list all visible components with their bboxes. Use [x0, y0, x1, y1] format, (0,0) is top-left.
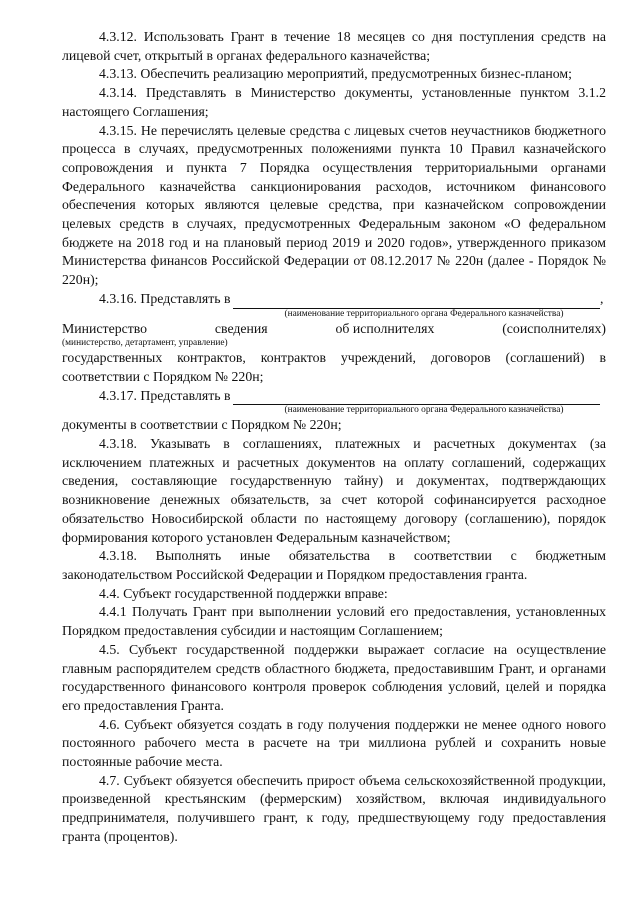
clause-4-4: 4.4. Субъект государственной поддержки вправе:: [99, 585, 388, 601]
clause-4-3-18-b: 4.3.18. Выполнять иные обязательства в соответствии с бюджетным законодательством Российской Федерации и Порядком предоставления гранта.: [62, 548, 606, 582]
clause-4-5: 4.5. Субъект государственной поддержки выражает согласие на осуществление главным распорядителем средств областного бюджета, предоставившим Грант, и органами государственного финансового контроля проверок соблюдения условий, целей и порядка его предоставления Гранта.: [62, 641, 606, 713]
fill-in-line: [233, 294, 600, 309]
clause-4-3-12: 4.3.12. Использовать Грант в течение 18 месяцев со дня поступления средств на лицевой счет, открытый в органах федерального казначейства;: [62, 29, 606, 63]
field-caption: (наименование территориального органа Федерального казначейства): [284, 308, 564, 319]
word-coexecutors: (соисполнителях): [502, 320, 606, 336]
word-info: сведения: [214, 320, 268, 336]
document-page: [62, 28, 606, 847]
clause-4-3-16-lead: 4.3.16. Представлять в: [99, 290, 231, 306]
clause-4-3-17-lead: 4.3.17. Представлять в: [99, 387, 231, 403]
clause-4-3-17-line: [62, 387, 606, 406]
clause-4-3-16-rest: государственных контрактов, контрактов учреждений, договоров (соглашений) в соответствии с Порядком № 220н;: [62, 350, 606, 384]
clause-4-3-18-a: 4.3.18. Указывать в соглашениях, платежных и расчетных документах (за исключением платежных и расчетных документов на оплату соглашений, содержащих сведения, составляющие государственную тайну) и документах, подтверждающих возникновение денежных обязательств, за счет которой софинансируется расходное обязательство Новосибирской области по настоящему договору (соглашению), порядок формирования которого установлен Федеральным казначейством;: [62, 436, 606, 545]
clause-4-3-17-rest: документы в соответствии с Порядком № 220н;: [62, 417, 342, 433]
clause-4-3-16-comma: ,: [600, 290, 604, 306]
clause-4-3-16-words: [62, 320, 606, 339]
clause-4-3-14: 4.3.14. Представлять в Министерство документы, установленные пунктом 3.1.2 настоящего Соглашения;: [62, 85, 606, 119]
clause-4-3-15: 4.3.15. Не перечислять целевые средства с лицевых счетов неучастников бюджетного процесса в случаях, предусмотренных положениями пункта 10 Правил казначейского сопровождения и пункта 7 Порядка осуществления территориальными органами Федерального казначейства санкционирования расходов, источником финансового обеспечения которых являются целевые средства, при казначейском сопровождении целевых средств в случаях, предусмотренных Федеральным законом «О федеральном бюджете на 2018 год и на плановый период 2019 и 2020 годов», утвержденного приказом Министерства финансов Российской Федерации от 08.12.2017 № 220н (далее - Порядок № 220н);: [62, 122, 606, 288]
clause-4-7: 4.7. Субъект обязуется обеспечить прирост объема сельскохозяйственной продукции, произведенной крестьянским (фермерским) хозяйством, включая индивидуального предпринимателя, получившего грант, к году, предшествующему году предоставления гранта (процентов).: [62, 772, 606, 844]
clause-4-4-1: 4.4.1 Получать Грант при выполнении условий его предоставления, установленных Порядком предоставления субсидии и настоящим Соглашением;: [62, 604, 606, 639]
field-caption-ministry: (министерство, детартамент, управление): [62, 338, 228, 349]
clause-4-6: 4.6. Субъект обязуется создать в году получения поддержки не менее одного нового постоянного рабочего места в расчете на три миллиона рублей и сохранить новые постоянные рабочие места.: [62, 716, 606, 770]
clause-4-3-16-line: [62, 290, 606, 309]
word-executors: об исполнителях: [335, 320, 435, 336]
word-ministry: Министерство: [62, 320, 148, 336]
clause-4-3-13: 4.3.13. Обеспечить реализацию мероприятий, предусмотренных бизнес-планом;: [99, 66, 572, 82]
field-caption: (наименование территориального органа Федерального казначейства): [284, 405, 564, 416]
fill-in-line: [233, 390, 600, 405]
